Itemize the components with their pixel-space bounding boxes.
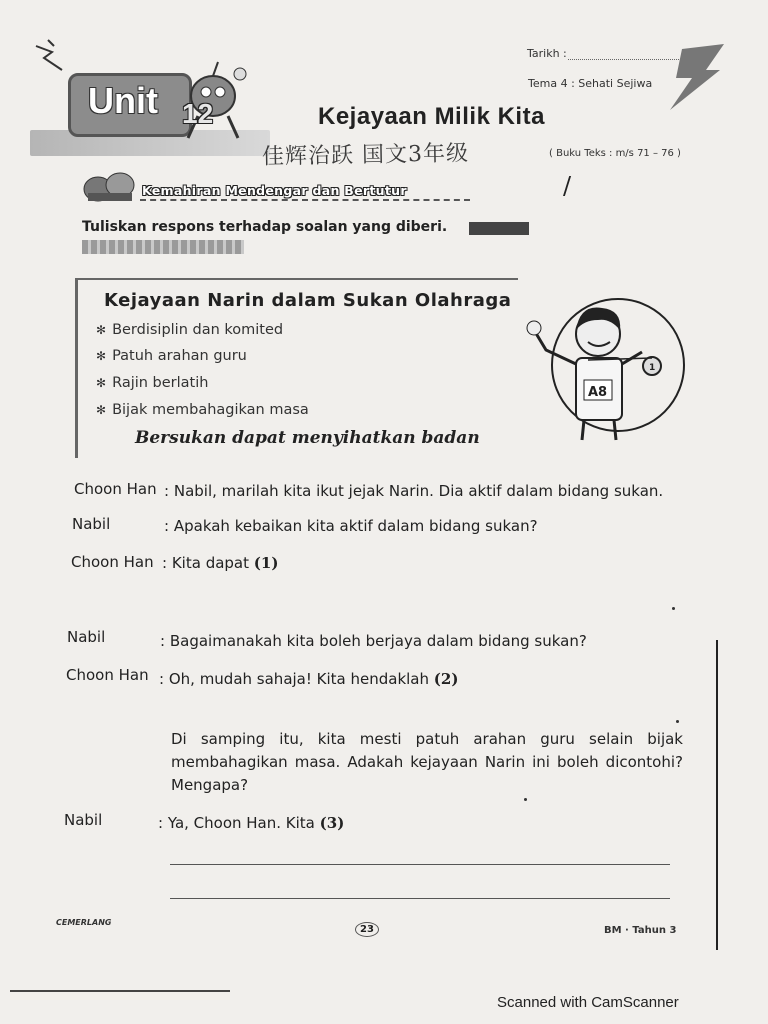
dialogue-line: : Bagaimanakah kita boleh berjaya dalam bidang sukan? xyxy=(160,632,587,650)
answer-number: (1) xyxy=(253,554,279,572)
skill-title: Kemahiran Mendengar dan Bertutur xyxy=(142,183,407,198)
pen-mark: / xyxy=(563,172,572,200)
colon: : xyxy=(162,554,168,572)
speaker-name: Nabil xyxy=(72,515,111,533)
dialogue-line: : Ya, Choon Han. Kita (3) xyxy=(158,814,345,832)
colon: : xyxy=(159,670,165,688)
colon: : xyxy=(164,517,170,535)
speaker-name: Choon Han xyxy=(71,553,154,571)
answer-line xyxy=(170,864,670,865)
publisher-logo: CEMERLANG xyxy=(56,918,112,927)
bib-number: A8 xyxy=(588,385,608,400)
speaker-name: Choon Han xyxy=(66,666,149,684)
dialogue-line: : Apakah kebaikan kita aktif dalam bidang sukan? xyxy=(164,517,538,535)
page-edge-line xyxy=(10,990,230,992)
instruction: Tuliskan respons terhadap soalan yang diberi. xyxy=(82,219,448,235)
page-number: 23 xyxy=(355,922,379,937)
dialogue-line: : Kita dapat (1) xyxy=(162,554,279,572)
bullet-star-icon: ✻ xyxy=(96,349,107,363)
scanner-watermark: Scanned with CamScanner xyxy=(497,994,679,1011)
tarikh-label: Tarikh : xyxy=(527,47,567,60)
instruction-sub-stamp xyxy=(82,240,244,254)
dialogue-line: : Nabil, marilah kita ikut jejak Narin. Dia aktif dalam bidang sukan. xyxy=(164,482,664,500)
page-edge-line xyxy=(716,640,718,950)
bullet-star-icon: ✻ xyxy=(96,403,107,417)
dot xyxy=(524,798,527,801)
buku-teks-ref: ( Buku Teks : m/s 71 – 76 ) xyxy=(549,148,681,159)
bullet-item: ✻ Berdisiplin dan komited xyxy=(96,322,284,338)
tema-label: Tema 4 : Sehati Sejiwa xyxy=(528,77,653,90)
lightning-bolt-icon xyxy=(662,44,732,114)
unit-label: Unit xyxy=(88,80,158,121)
speaker-skill-icon xyxy=(80,167,140,207)
page-title: Kejayaan Milik Kita xyxy=(318,103,545,130)
bullet-star-icon: ✻ xyxy=(96,323,107,337)
speaker-name: Choon Han xyxy=(74,480,157,498)
skill-underline xyxy=(140,199,470,201)
instruction-tag xyxy=(469,222,529,235)
lightning-icon xyxy=(32,38,72,78)
handwritten-note: 佳辉治跃 国文3年级 xyxy=(261,141,470,170)
medal-number: 1 xyxy=(649,363,656,373)
dot xyxy=(672,607,675,610)
subject-label: BM · Tahun 3 xyxy=(604,925,677,936)
answer-number: (3) xyxy=(319,814,345,832)
colon: : xyxy=(164,482,170,500)
colon: : xyxy=(158,814,164,832)
bullet-item: ✻ Rajin berlatih xyxy=(96,375,209,391)
answer-line xyxy=(170,898,670,899)
bullet-item: ✻ Patuh arahan guru xyxy=(96,348,247,364)
speaker-name: Nabil xyxy=(64,811,103,829)
answer-number: (2) xyxy=(433,670,459,688)
unit-number: 12 xyxy=(182,98,214,129)
info-box-title: Kejayaan Narin dalam Sukan Olahraga xyxy=(104,290,512,311)
paragraph: Di samping itu, kita mesti patuh arahan guru selain bijak membahagikan masa. Adakah kejayaan Narin ini boleh dicontohi? Mengapa? xyxy=(171,730,683,794)
dialogue-line: : Oh, mudah sahaja! Kita hendaklah (2) xyxy=(159,670,459,688)
speaker-name: Nabil xyxy=(67,628,106,646)
colon: : xyxy=(160,632,166,650)
motto: Bersukan dapat menyihatkan badan xyxy=(135,428,480,448)
bullet-star-icon: ✻ xyxy=(96,376,107,390)
dot xyxy=(676,720,679,723)
bullet-item: ✻ Bijak membahagikan masa xyxy=(96,402,309,418)
runner-boy-illustration xyxy=(518,290,688,450)
